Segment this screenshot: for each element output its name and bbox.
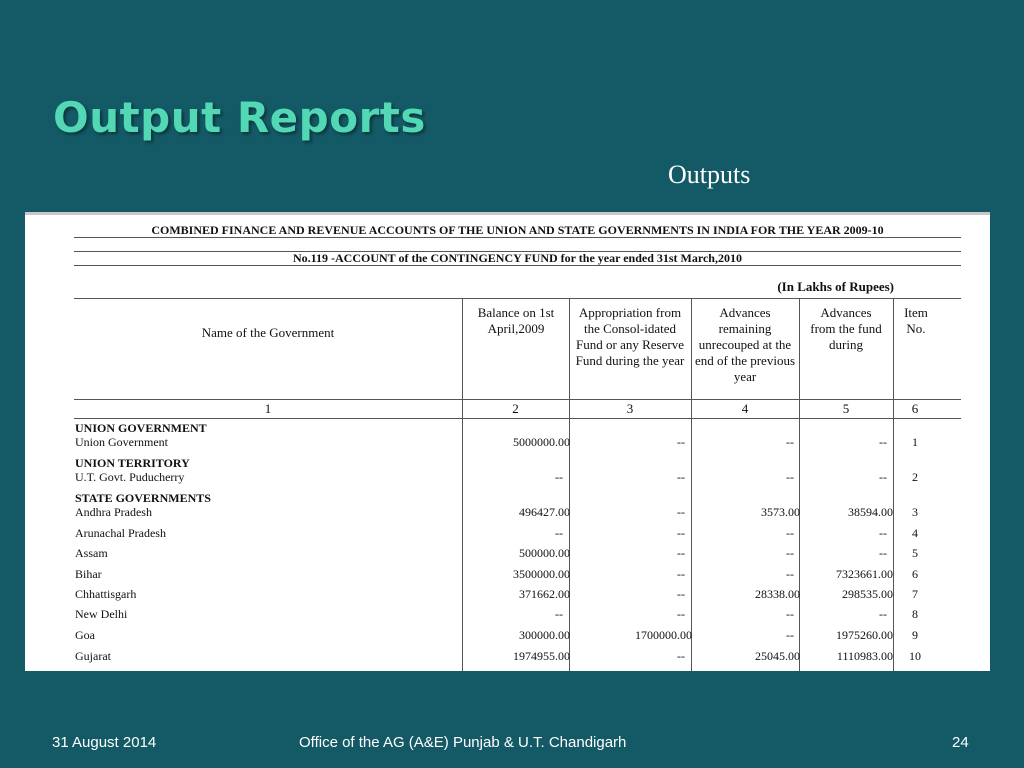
column-number: 1 (264, 401, 272, 416)
cell: 5000000.00 (513, 435, 570, 449)
footer-date: 31 August 2014 (52, 734, 157, 751)
cell: -- (677, 470, 685, 484)
column-number: 3 (626, 401, 634, 416)
cell: 371662.00 (519, 587, 570, 601)
cell: -- (555, 526, 563, 540)
cell: 1975260.00 (836, 628, 893, 642)
cell: -- (786, 435, 794, 449)
cell: -- (786, 546, 794, 560)
column-header: Appropriation from the Consol-idated Fund or any Reserve Fund during the year (575, 305, 685, 368)
column-header: Advances remaining unrecouped at the end of the previous year (695, 305, 796, 384)
item-number: 2 (912, 470, 918, 484)
unit-label: (In Lakhs of Rupees) (777, 279, 894, 294)
column-number: 2 (512, 401, 519, 416)
slide-subtitle: Outputs (668, 160, 751, 189)
item-number: 6 (912, 567, 918, 581)
cell: 28338.00 (755, 587, 800, 601)
cell: -- (677, 546, 685, 560)
column-header: Balance on 1st April,2009 (477, 305, 555, 336)
cell: -- (555, 607, 563, 621)
cell: -- (677, 567, 685, 581)
cell: 500000.00 (519, 546, 570, 560)
item-number: 3 (912, 505, 918, 519)
cell: 7323661.00 (836, 567, 893, 581)
item-number: 10 (909, 649, 921, 663)
cell: 496427.00 (519, 505, 570, 519)
slide-title: Output Reports (53, 93, 426, 142)
cell: 38594.00 (848, 505, 893, 519)
row-name: Chhattisgarh (75, 587, 137, 601)
cell: 298535.00 (842, 587, 893, 601)
row-name: Goa (75, 628, 95, 642)
cell: 3573.00 (761, 505, 800, 519)
rule (74, 265, 961, 266)
cell: -- (879, 435, 887, 449)
row-name: Union Government (75, 435, 168, 449)
row-name: Andhra Pradesh (75, 505, 152, 519)
cell: -- (677, 526, 685, 540)
cell: -- (786, 607, 794, 621)
row-name: Assam (75, 546, 108, 560)
cell: -- (879, 526, 887, 540)
cell: -- (677, 435, 685, 449)
cell: -- (677, 649, 685, 663)
cell: 1700000.00 (635, 628, 692, 642)
cell: -- (677, 505, 685, 519)
section-label: UNION TERRITORY (75, 456, 190, 470)
row-name: Gujarat (75, 649, 111, 663)
cell: 3500000.00 (513, 567, 570, 581)
footer-office: Office of the AG (A&E) Punjab & U.T. Chandigarh (299, 734, 627, 751)
cell: -- (786, 526, 794, 540)
cell: -- (677, 607, 685, 621)
cell: -- (677, 587, 685, 601)
item-number: 5 (912, 546, 918, 560)
row-name: New Delhi (75, 607, 128, 621)
column-header: Advances from the fund during (810, 305, 882, 352)
cell: -- (786, 470, 794, 484)
rule (74, 298, 961, 299)
cell: 300000.00 (519, 628, 570, 642)
cell: -- (879, 470, 887, 484)
cell: -- (786, 628, 794, 642)
column-header: Item No. (904, 305, 928, 336)
column-number: 6 (911, 401, 919, 416)
column-number: 4 (741, 401, 749, 416)
item-number: 9 (912, 628, 918, 642)
report-table (25, 212, 990, 671)
column-number: 5 (842, 401, 850, 416)
cell: 25045.00 (755, 649, 800, 663)
item-number: 1 (912, 435, 918, 449)
cell: -- (555, 470, 563, 484)
cell: 1110983.00 (836, 649, 893, 663)
cell: 1974955.00 (513, 649, 570, 663)
section-label: UNION GOVERNMENT (75, 421, 207, 435)
item-number: 7 (912, 587, 918, 601)
footer-page-number: 24 (952, 734, 969, 751)
cell: -- (786, 567, 794, 581)
report-heading: COMBINED FINANCE AND REVENUE ACCOUNTS OF THE UNION AND STATE GOVERNMENTS IN INDIA FOR THE YEAR 2009-10 (151, 223, 884, 237)
rule (74, 399, 961, 400)
report-subheading: No.119 -ACCOUNT of the CONTINGENCY FUND for the year ended 31st March,2010 (293, 251, 742, 265)
row-name: Arunachal Pradesh (75, 526, 166, 540)
row-name: Bihar (75, 567, 102, 581)
row-name: U.T. Govt. Puducherry (75, 470, 185, 484)
section-label: STATE GOVERNMENTS (75, 491, 211, 505)
item-number: 4 (912, 526, 918, 540)
column-header: Name of the Government (201, 325, 335, 340)
rule (74, 418, 961, 419)
cell: -- (879, 607, 887, 621)
item-number: 8 (912, 607, 918, 621)
cell: -- (879, 546, 887, 560)
